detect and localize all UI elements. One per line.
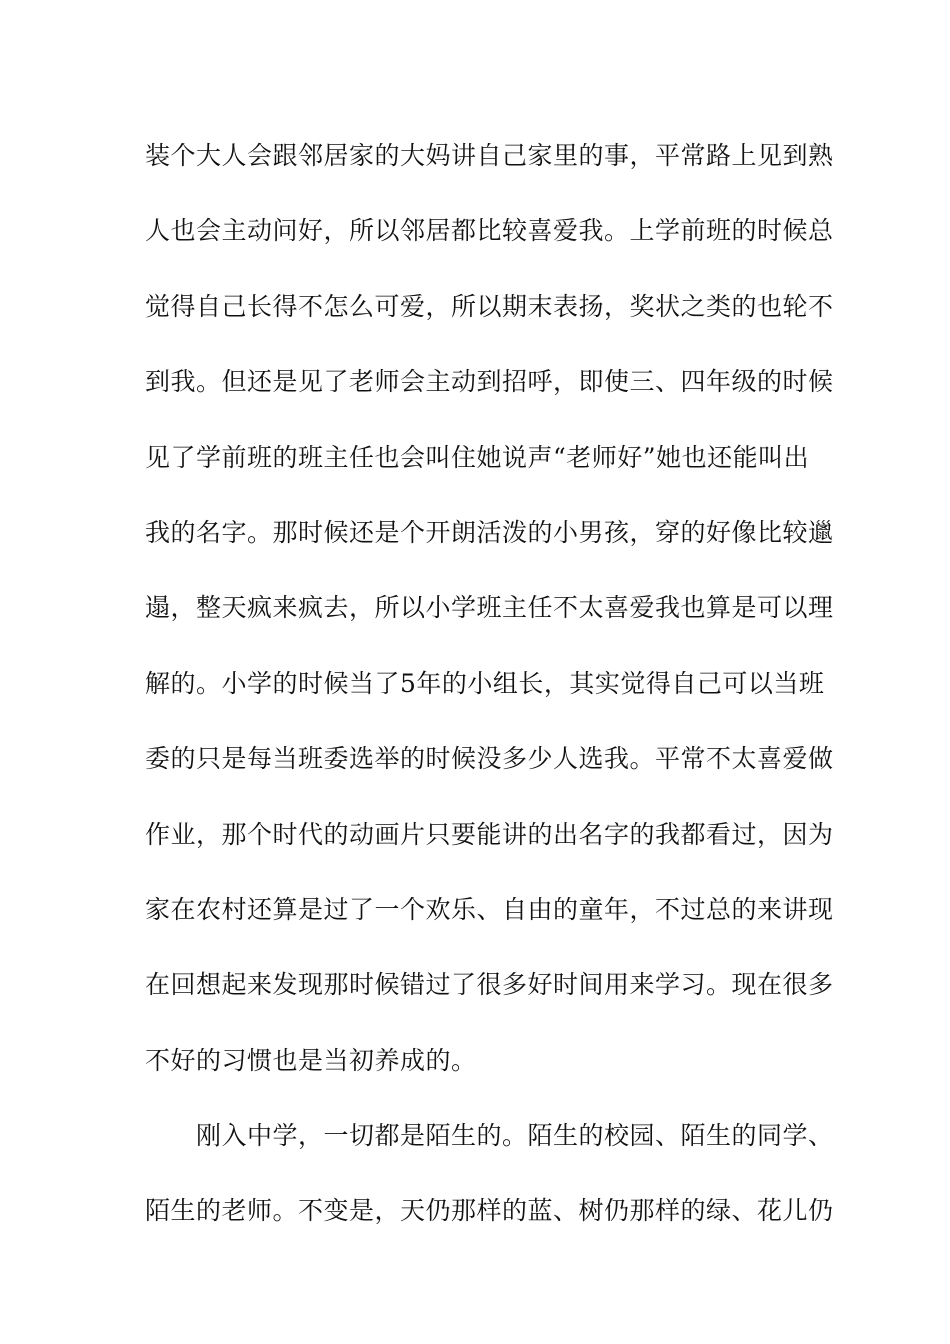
text-line: 解的。小学的时候当了5年的小组长，其实觉得自己可以当班 [145, 668, 825, 698]
text-line: 不好的习惯也是当初养成的。 [145, 1045, 477, 1075]
text-line: 遢，整天疯来疯去，所以小学班主任不太喜爱我也算是可以理 [145, 593, 834, 623]
text-line: 见了学前班的班主任也会叫住她说声“老师好”她也还能叫出 [145, 442, 810, 472]
text-line: 觉得自己长得不怎么可爱，所以期末表扬，奖状之类的也轮不 [145, 291, 834, 321]
text-line: 到我。但还是见了老师会主动到招呼，即使三、四年级的时候 [145, 367, 834, 397]
text-line: 我的名字。那时候还是个开朗活泼的小男孩，穿的好像比较邋 [145, 517, 834, 547]
text-line: 人也会主动问好，所以邻居都比较喜爱我。上学前班的时候总 [145, 216, 834, 246]
text-line: 在回想起来发现那时候错过了很多好时间用来学习。现在很多 [145, 970, 834, 1000]
document-body [145, 136, 845, 1267]
text-line: 作业，那个时代的动画片只要能讲的出名字的我都看过，因为 [145, 819, 834, 849]
text-line: 家在农村还算是过了一个欢乐、自由的童年，不过总的来讲现 [145, 894, 834, 924]
text-line: 委的只是每当班委选举的时候没多少人选我。平常不太喜爱做 [145, 744, 834, 774]
text-line: 装个大人会跟邻居家的大妈讲自己家里的事，平常路上见到熟 [145, 141, 834, 170]
text-line: 陌生的老师。不变是，天仍那样的蓝、树仍那样的绿、花儿仍 [145, 1196, 834, 1226]
text-line: 刚入中学，一切都是陌生的。陌生的校园、陌生的同学、 [145, 1121, 834, 1151]
